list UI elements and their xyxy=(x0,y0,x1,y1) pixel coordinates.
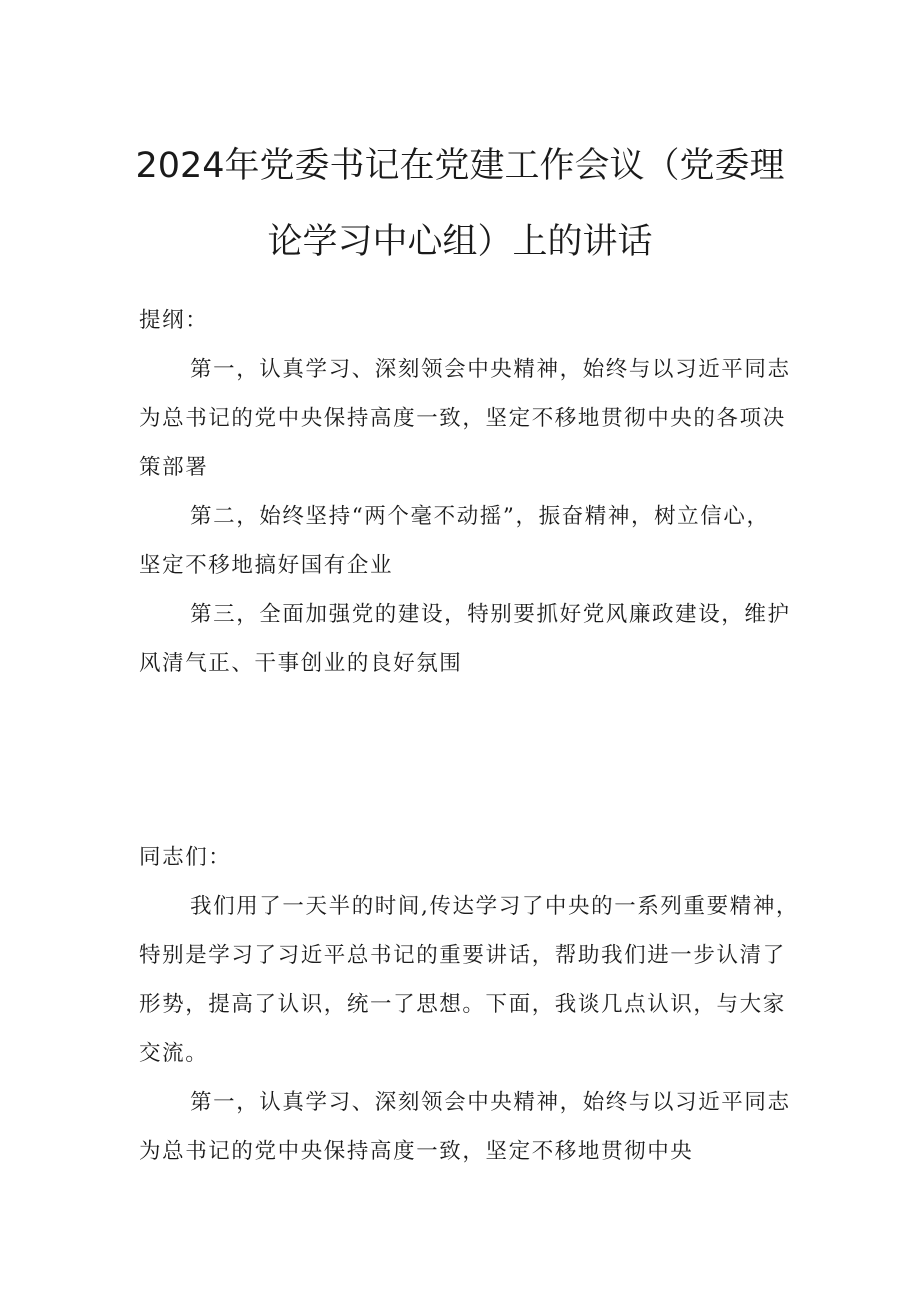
outline-item-2-line-2: 坚定不移地搞好国有企业 xyxy=(139,553,394,578)
outline-item-3-line-1: 第三，全面加强党的建设，特别要抓好党风廉政建设，维护 xyxy=(190,602,791,627)
document-title-line-1: 2024年党委书记在党建工作会议（党委理 xyxy=(135,146,785,186)
speech-paragraph-2-line-1: 第一，认真学习、深刻领会中央精神，始终与以习近平同志 xyxy=(190,1090,791,1115)
speech-paragraph-1-line-2: 特别是学习了习近平总书记的重要讲话，帮助我们进一步认清了 xyxy=(139,943,786,968)
outline-item-3-line-2: 风清气正、干事创业的良好氛围 xyxy=(139,651,463,676)
outline-item-1-line-1: 第一，认真学习、深刻领会中央精神，始终与以习近平同志 xyxy=(190,357,791,382)
speech-salutation: 同志们： xyxy=(139,845,232,870)
speech-paragraph-1-line-4: 交流。 xyxy=(139,1041,209,1066)
speech-paragraph-1-line-1: 我们用了一天半的时间,传达学习了中央的一系列重要精神， xyxy=(190,894,800,919)
document-title-line-2: 论学习中心组）上的讲话 xyxy=(267,222,653,262)
speech-paragraph-1-line-3: 形势，提高了认识，统一了思想。下面，我谈几点认识，与大家 xyxy=(139,992,786,1017)
outline-item-2-line-1: 第二，始终坚持“两个毫不动摇”，振奋精神，树立信心， xyxy=(190,504,770,529)
outline-item-1-line-2: 为总书记的党中央保持高度一致，坚定不移地贯彻中央的各项决 xyxy=(139,406,786,431)
outline-item-1-line-3: 策部署 xyxy=(139,455,209,480)
speech-paragraph-2-line-2: 为总书记的党中央保持高度一致，坚定不移地贯彻中央 xyxy=(139,1139,694,1164)
outline-heading: 提纲： xyxy=(139,308,209,333)
